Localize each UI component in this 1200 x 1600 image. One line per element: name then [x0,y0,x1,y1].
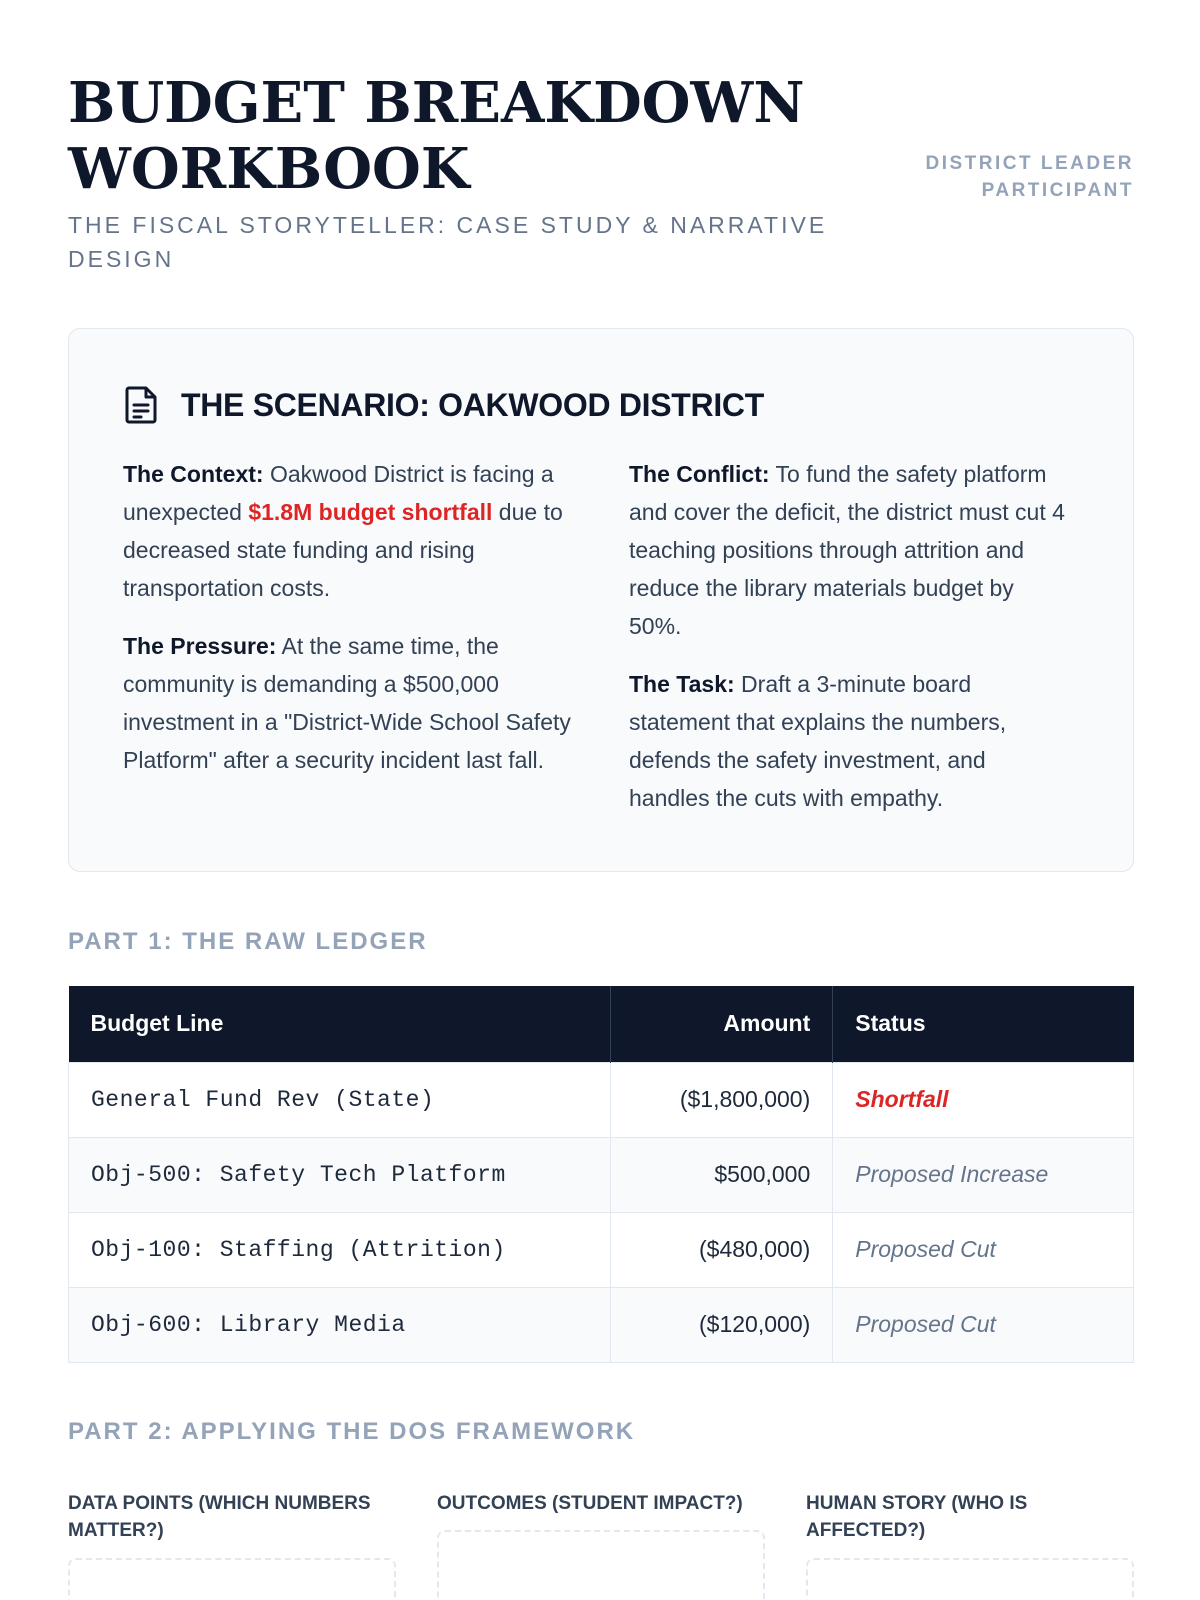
dos-column-data-points [68,1490,396,1544]
human-story-input-box[interactable] [806,1558,1134,1600]
task-label: The Task: [629,671,735,697]
status-cell: Shortfall [833,1062,1134,1137]
task-text: Draft a 3-minute board statement that explains the numbers, defends the safety investment, and handles the cuts with empathy. [629,671,1007,811]
page-title: BUDGET BREAKDOWN WORKBOOK [68,70,805,202]
dos-label-outcomes: OUTCOMES (STUDENT IMPACT?) [437,1493,743,1514]
dos-column-outcomes [437,1490,765,1517]
conflict-text: To fund the safety platform and cover the deficit, the district must cut 4 teaching positions through attrition and reduce the library materials budget by 50%. [629,461,1065,639]
document-icon [125,386,159,424]
pressure-paragraph [123,627,583,779]
table-header-row [69,986,1134,1062]
amount-cell: ($120,000) [611,1287,833,1362]
table-row [69,1287,1134,1362]
table-row [69,1212,1134,1287]
conflict-paragraph [629,455,1069,645]
scenario-header [125,385,764,425]
context-label: The Context: [123,461,264,487]
pressure-label: The Pressure: [123,633,277,659]
column-header-status: Status [833,986,1134,1062]
status-cell: Proposed Cut [833,1212,1134,1287]
dos-label-human-story: HUMAN STORY (WHO IS AFFECTED?) [806,1493,1028,1541]
ledger-table [68,986,1134,1363]
role-line-2: PARTICIPANT [981,180,1134,201]
part2-heading: PART 2: APPLYING THE DOS FRAMEWORK [68,1418,636,1445]
header [68,70,1134,275]
dos-label-data-points: DATA POINTS (WHICH NUMBERS MATTER?) [68,1493,371,1541]
scenario-card [68,328,1134,872]
context-text-after: due to decreased state funding and rising transportation costs. [123,499,563,601]
amount-cell: $500,000 [611,1137,833,1212]
scenario-title: THE SCENARIO: OAKWOOD DISTRICT [181,386,764,423]
page-subtitle: THE FISCAL STORYTELLER: CASE STUDY & NARRATIVE DESIGN [68,212,828,272]
scenario-left-column [123,455,583,799]
context-text-before: Oakwood District is facing a unexpected [123,461,554,525]
amount-cell: ($480,000) [611,1212,833,1287]
status-cell: Proposed Cut [833,1287,1134,1362]
column-header-amount: Amount [611,986,833,1062]
table-row [69,1062,1134,1137]
part1-heading: PART 1: THE RAW LEDGER [68,928,428,955]
role-block [814,150,1134,343]
role-line-1: DISTRICT LEADER [925,153,1134,174]
context-paragraph [123,455,583,607]
shortfall-highlight: $1.8M budget shortfall [248,499,493,525]
data-points-input-box[interactable] [68,1558,396,1600]
task-paragraph [629,665,1069,817]
workbook-page [68,0,1134,1600]
column-header-budget-line: Budget Line [69,986,611,1062]
dos-column-human-story [806,1490,1134,1544]
conflict-label: The Conflict: [629,461,770,487]
budget-line-cell: Obj-100: Staffing (Attrition) [69,1212,611,1287]
scenario-right-column [629,455,1069,837]
outcomes-input-box[interactable] [437,1530,765,1600]
pressure-text: At the same time, the community is demanding a $500,000 investment in a "District-Wide School Safety Platform" after a security incident last fall. [123,633,571,773]
amount-cell: ($1,800,000) [611,1062,833,1137]
table-row [69,1137,1134,1212]
budget-line-cell: Obj-600: Library Media [69,1287,611,1362]
budget-line-cell: Obj-500: Safety Tech Platform [69,1137,611,1212]
status-cell: Proposed Increase [833,1137,1134,1212]
dos-framework [68,1490,1134,1600]
budget-line-cell: General Fund Rev (State) [69,1062,611,1137]
